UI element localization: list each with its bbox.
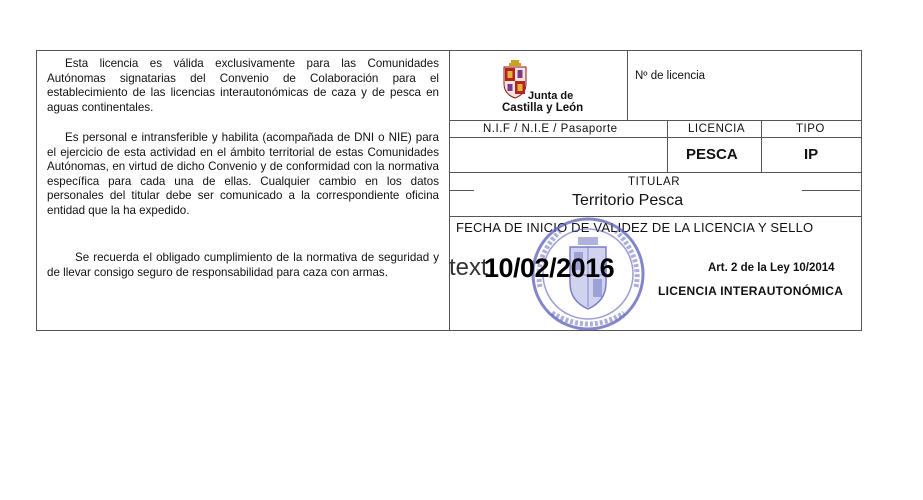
- license-number-label: Nº de licencia: [635, 70, 706, 82]
- titular-value: Territorio Pesca: [572, 192, 684, 209]
- article-reference: Art. 2 de la Ley 10/2014: [708, 262, 835, 274]
- logo-cell: [450, 51, 628, 121]
- fecha-divider: [450, 216, 861, 217]
- license-number-cell: [628, 51, 861, 121]
- license-card: [36, 50, 862, 331]
- header-divider: [450, 137, 861, 138]
- license-data-panel: [450, 51, 861, 330]
- safety-reminder-paragraph: Se recuerda el obligado cumplimiento de la normativa de seguridad y de llevar consigo seguro de responsabilidad para caza con armas.: [47, 251, 439, 279]
- overlay-text-fragment: text: [449, 254, 488, 281]
- tipo-header: TIPO: [796, 123, 825, 135]
- validity-date: 10/02/2016: [484, 253, 615, 283]
- personal-use-paragraph: Es personal e intransferible y habilita (acompañada de DNI o NIE) para el ejercicio de esta actividad en el ámbito territorial de estas Comunidades Autónomas, en virtud de dicho Convenio y de conformidad con la normativa específica para cada una de ellas. Cualquier cambio en los datos personales del titular debe ser comunicado a la correspondiente oficina entidad que la ha expedido.: [47, 131, 439, 217]
- licencia-value: PESCA: [686, 146, 738, 163]
- nif-header: N.I.F / N.I.E / Pasaporte: [483, 123, 618, 135]
- tipo-value: IP: [804, 146, 819, 163]
- conditions-panel: [37, 51, 450, 330]
- logo-line-1: Junta de: [528, 90, 574, 102]
- fecha-label: FECHA DE INICIO DE VALIDEZ DE LA LICENCIA Y SELLO: [456, 220, 814, 235]
- titular-line-left: [450, 190, 474, 191]
- values-divider: [450, 172, 861, 173]
- titular-label: TITULAR: [628, 176, 681, 188]
- col-divider-1: [667, 121, 668, 172]
- coat-of-arms-icon: [502, 60, 528, 100]
- license-type-title: LICENCIA INTERAUTONÓMICA: [658, 284, 844, 298]
- col-divider-2: [761, 121, 762, 172]
- licencia-header: LICENCIA: [688, 123, 746, 135]
- validity-paragraph: Esta licencia es válida exclusivamente para las Comunidades Autónomas signatarias del Convenio de Colaboración para el establecimiento de las licencias interautonómicas de caza y de pesca en aguas continentales.: [47, 57, 439, 114]
- titular-line-right: [802, 190, 860, 191]
- logo-line-2: Castilla y León: [502, 102, 584, 114]
